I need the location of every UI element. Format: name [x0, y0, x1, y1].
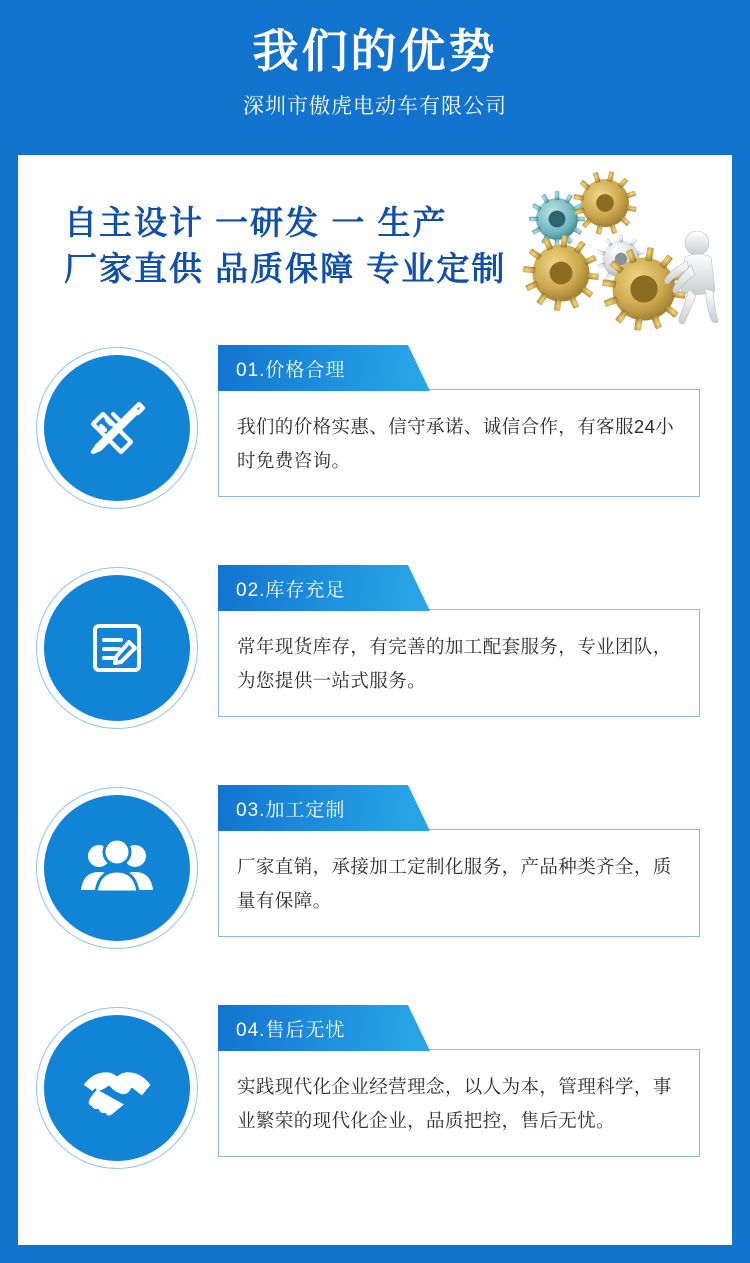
feature-item	[18, 1005, 732, 1225]
feature-item	[18, 565, 732, 785]
feature-text: 我们的价格实惠、信守承诺、诚信合作，有客服24小时免费咨询。	[218, 389, 700, 497]
slogan-line-2: 厂家直供 品质保障 专业定制	[64, 250, 507, 287]
people-group-icon	[44, 795, 190, 941]
feature-tab: 04.售后无忧	[218, 1005, 408, 1051]
feature-text: 实践现代化企业经营理念，以人为本，管理科学，事业繁荣的现代化企业，品质把控，售后无忧。	[218, 1049, 700, 1157]
feature-content	[218, 345, 700, 497]
feature-item	[18, 345, 732, 565]
page-title: 我们的优势	[252, 25, 498, 77]
feature-text: 厂家直销，承接加工定制化服务，产品种类齐全，质量有保障。	[218, 829, 700, 937]
content-card	[18, 155, 732, 1245]
feature-tab: 02.库存充足	[218, 565, 408, 611]
feature-list	[18, 345, 732, 1225]
document-pen-icon	[44, 575, 190, 721]
slogan-line-1: 自主设计 一研发 一 生产	[64, 204, 448, 241]
gears-and-figure-illustration	[509, 171, 724, 346]
company-name: 深圳市傲虎电动车有限公司	[243, 95, 507, 118]
feature-tab: 03.加工定制	[218, 785, 408, 831]
page-header	[0, 0, 750, 152]
feature-content	[218, 1005, 700, 1157]
ruler-pencil-icon	[44, 355, 190, 501]
feature-text: 常年现货库存，有完善的加工配套服务，专业团队，为您提供一站式服务。	[218, 609, 700, 717]
slogan-block	[64, 201, 584, 293]
feature-tab: 01.价格合理	[218, 345, 408, 391]
handshake-icon	[44, 1015, 190, 1161]
feature-item	[18, 785, 732, 1005]
feature-content	[218, 565, 700, 717]
feature-content	[218, 785, 700, 937]
